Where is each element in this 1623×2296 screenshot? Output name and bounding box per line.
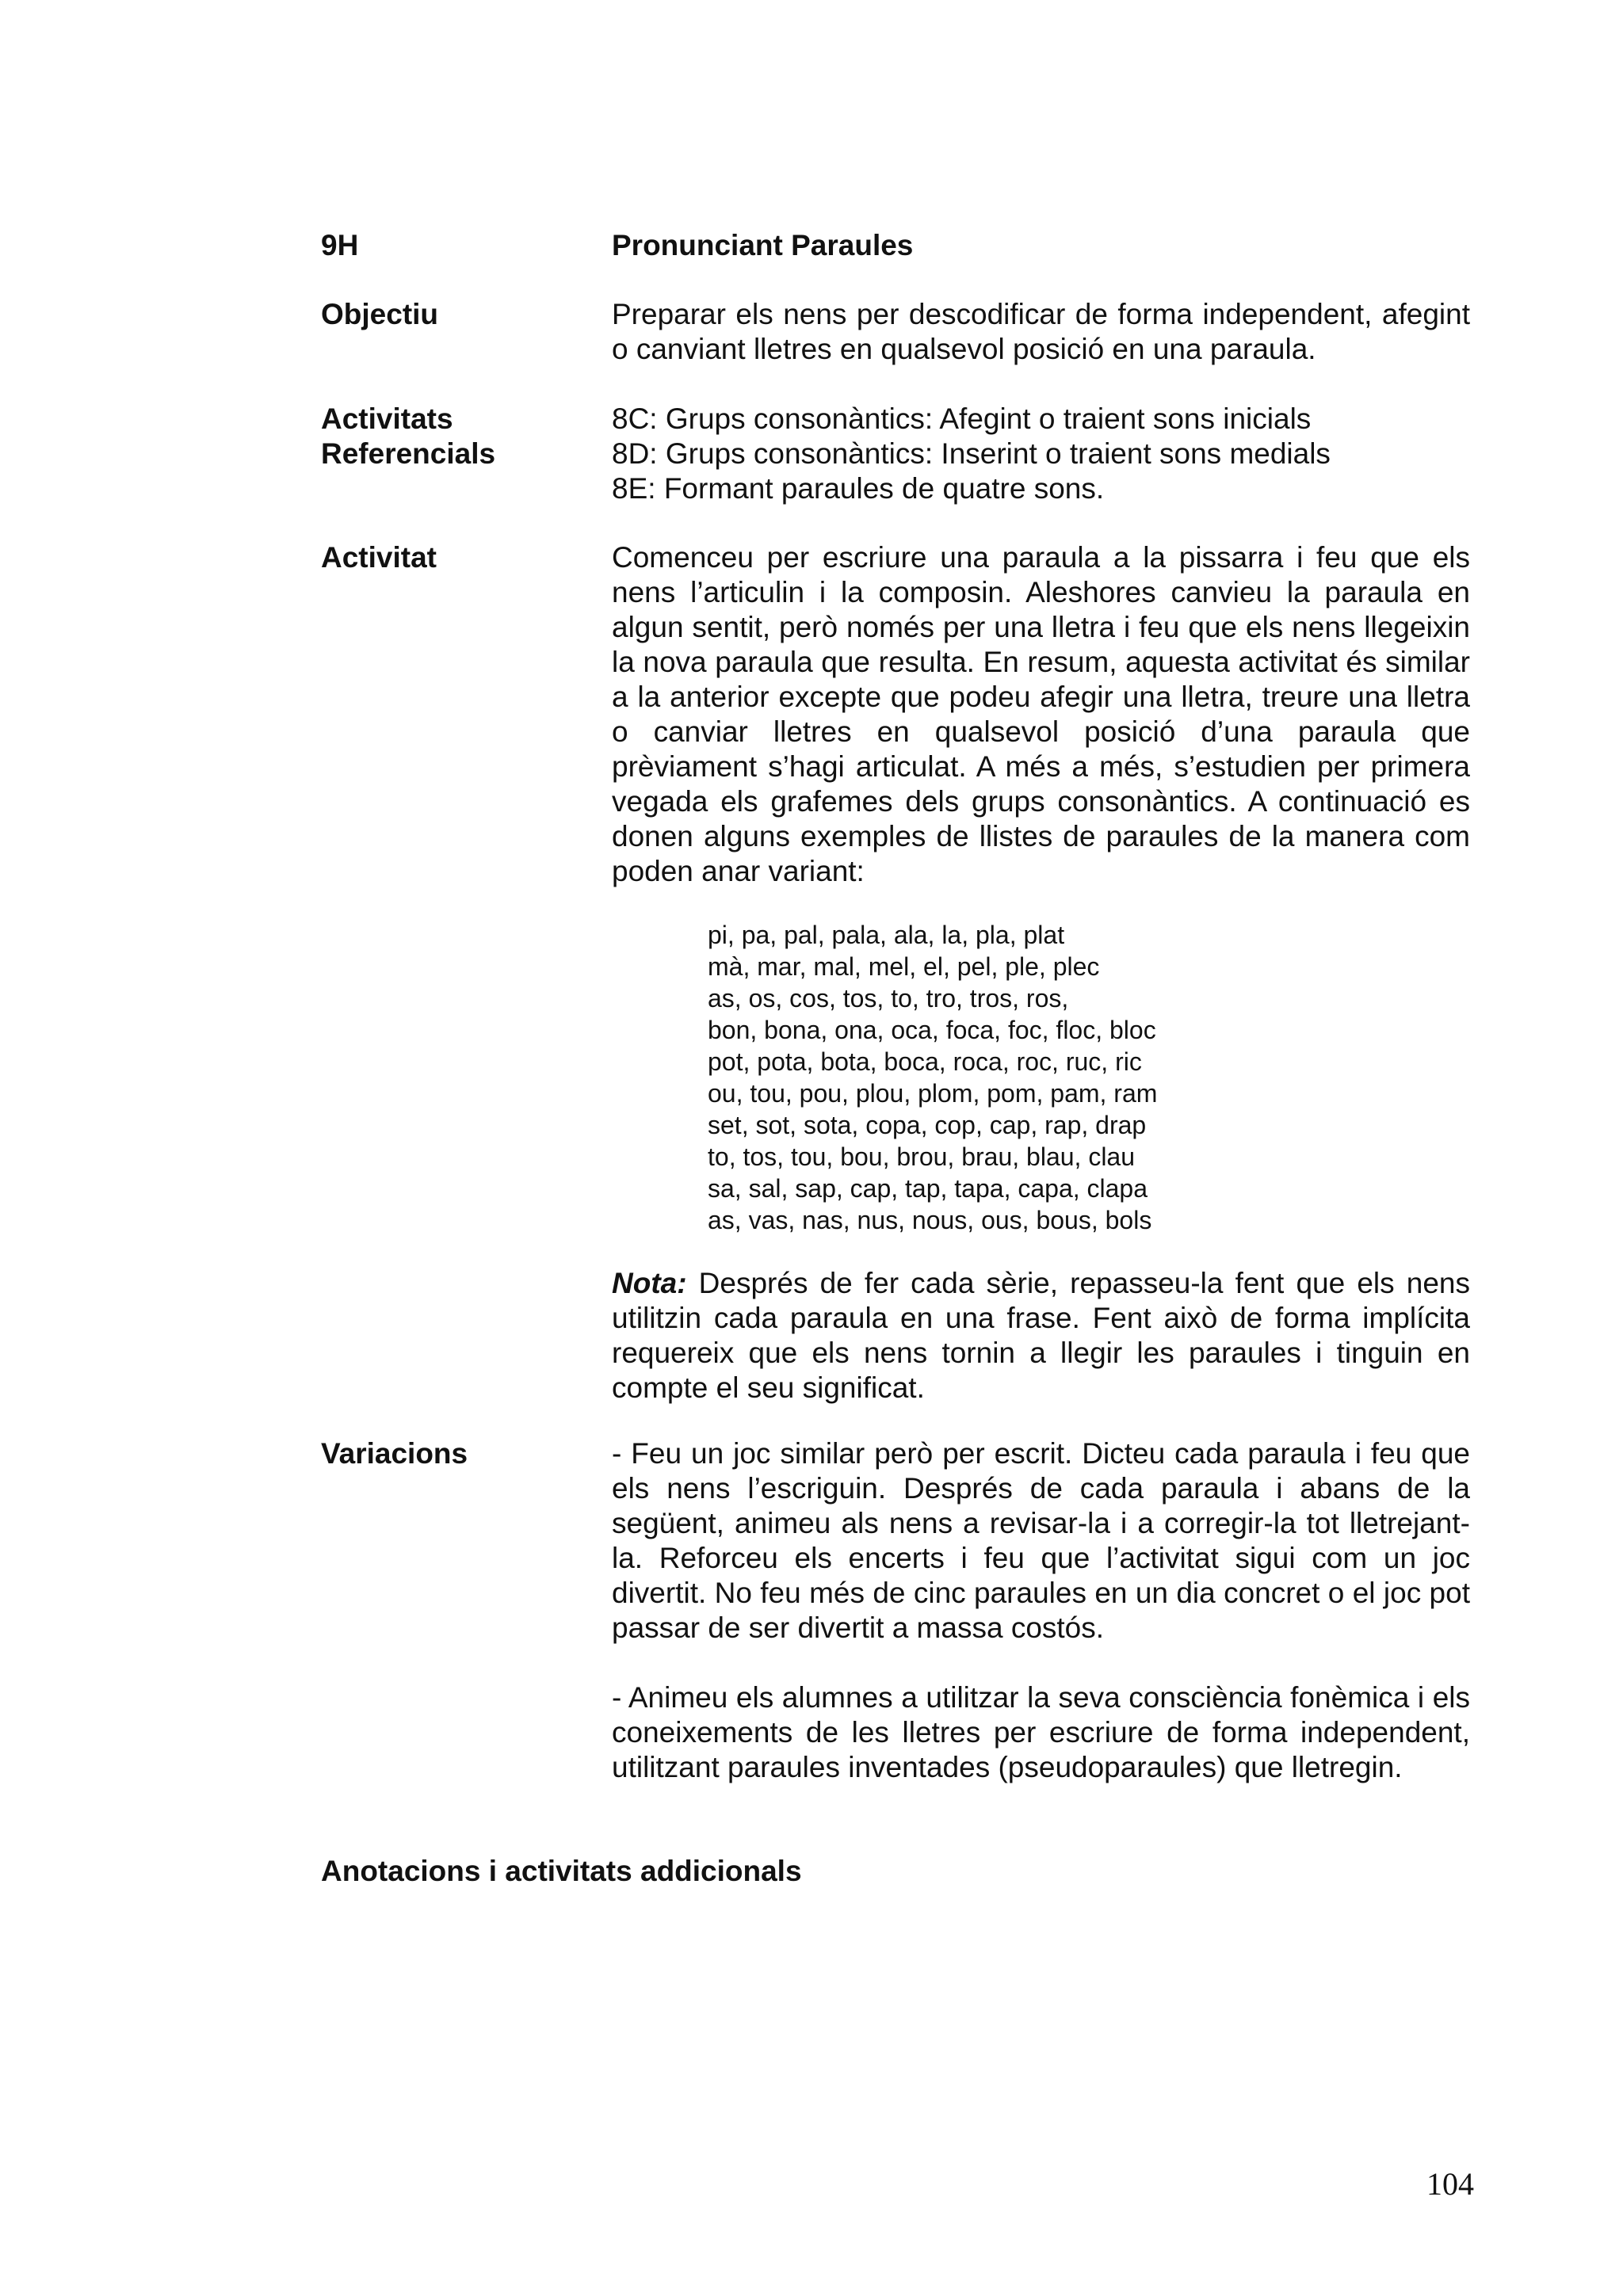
word-list-line: bon, bona, ona, oca, foca, foc, floc, bloc xyxy=(708,1016,1156,1044)
word-list-line: set, sot, sota, copa, cop, cap, rap, drap xyxy=(708,1111,1147,1139)
references-row xyxy=(321,402,1470,509)
additional-notes-heading: Anotacions i activitats addicionals xyxy=(321,1855,802,1887)
word-list-line: mà, mar, mal, mel, el, pel, ple, plec xyxy=(708,952,1100,981)
note-label: Nota: xyxy=(612,1267,687,1299)
word-list-line: as, vas, nas, nus, nous, ous, bous, bols xyxy=(708,1206,1152,1234)
section-title: Pronunciant Paraules xyxy=(612,229,914,261)
word-list-line: to, tos, tou, bou, brou, brau, blau, clau xyxy=(708,1142,1136,1171)
variation-item: - Animeu els alumnes a utilitzar la seva consciència fonèmica i els coneixements de les lletres per escriure de forma independent, utilitzant paraules inventades (pseudoparaules) que lletregin. xyxy=(612,1681,1470,1783)
word-list-line: pot, pota, bota, boca, roca, roc, ruc, ric xyxy=(708,1047,1142,1076)
page-number: 104 xyxy=(1426,2166,1474,2202)
note-paragraph xyxy=(612,1266,1470,1405)
objective-row xyxy=(321,297,1470,370)
reference-item: 8D: Grups consonàntics: Inserint o traient sons medials xyxy=(612,437,1331,470)
activity-label: Activitat xyxy=(321,541,437,574)
word-list-line: ou, tou, pou, plou, plom, pom, pam, ram xyxy=(708,1079,1158,1108)
variations-list xyxy=(612,1436,1470,1785)
word-list-line: pi, pa, pal, pala, ala, la, pla, plat xyxy=(708,921,1065,949)
objective-text: Preparar els nens per descodificar de forma independent, afegint o canviant lletres en qualsevol posició en una paraula. xyxy=(612,298,1470,365)
section-code: 9H xyxy=(321,229,359,261)
note-row xyxy=(321,1266,1470,1405)
section-heading-row xyxy=(321,228,1470,263)
word-list-line: sa, sal, sap, cap, tap, tapa, capa, clapa xyxy=(708,1174,1148,1203)
word-lists xyxy=(708,919,1421,1236)
references-list xyxy=(612,402,1470,506)
variations-label: Variacions xyxy=(321,1437,468,1470)
references-label-line2: Referencials xyxy=(321,437,496,470)
references-label-line1: Activitats xyxy=(321,402,453,435)
variation-item: - Feu un joc similar però per escrit. Dicteu cada paraula i feu que els nens l’escriguin. Després de cada paraula i abans de la següent, animeu als nens a revisar-la i a corregir-la tot lletrejant-la. Reforceu els encerts i feu que l’activitat sigui com un joc divertit. No feu més de cinc paraules en un dia concret o el joc pot passar de ser divertit a massa costós. xyxy=(612,1437,1470,1644)
reference-item: 8E: Formant paraules de quatre sons. xyxy=(612,472,1105,505)
activity-row xyxy=(321,540,1470,889)
activity-text: Comenceu per escriure una paraula a la pissarra i feu que els nens l’articulin i la composin. Aleshores canvieu la paraula en algun sentit, però només per una lletra i feu que els nens llegeixin la nova paraula que resulta. En resum, aquesta activitat és similar a la anterior excepte que podeu afegir una lletra, treure una lletra o canviar lletres en qualsevol posició d’una paraula que prèviament s’hagi articulat. A més a més, s’estudien per primera vegada els grafemes dels grups consonàntics. A continuació es donen alguns exemples de llistes de paraules de la manera com poden anar variant: xyxy=(612,541,1470,887)
variations-row xyxy=(321,1436,1470,1833)
references-label xyxy=(321,402,606,471)
objective-label: Objectiu xyxy=(321,298,439,330)
word-list-line: as, os, cos, tos, to, tro, tros, ros, xyxy=(708,984,1069,1013)
reference-item: 8C: Grups consonàntics: Afegint o traient sons inicials xyxy=(612,402,1312,435)
note-text: Després de fer cada sèrie, repasseu-la fent que els nens utilitzin cada paraula en una frase. Fent això de forma implícita requereix que els nens tornin a llegir les paraules i tinguin en compte el seu significat. xyxy=(612,1267,1470,1404)
